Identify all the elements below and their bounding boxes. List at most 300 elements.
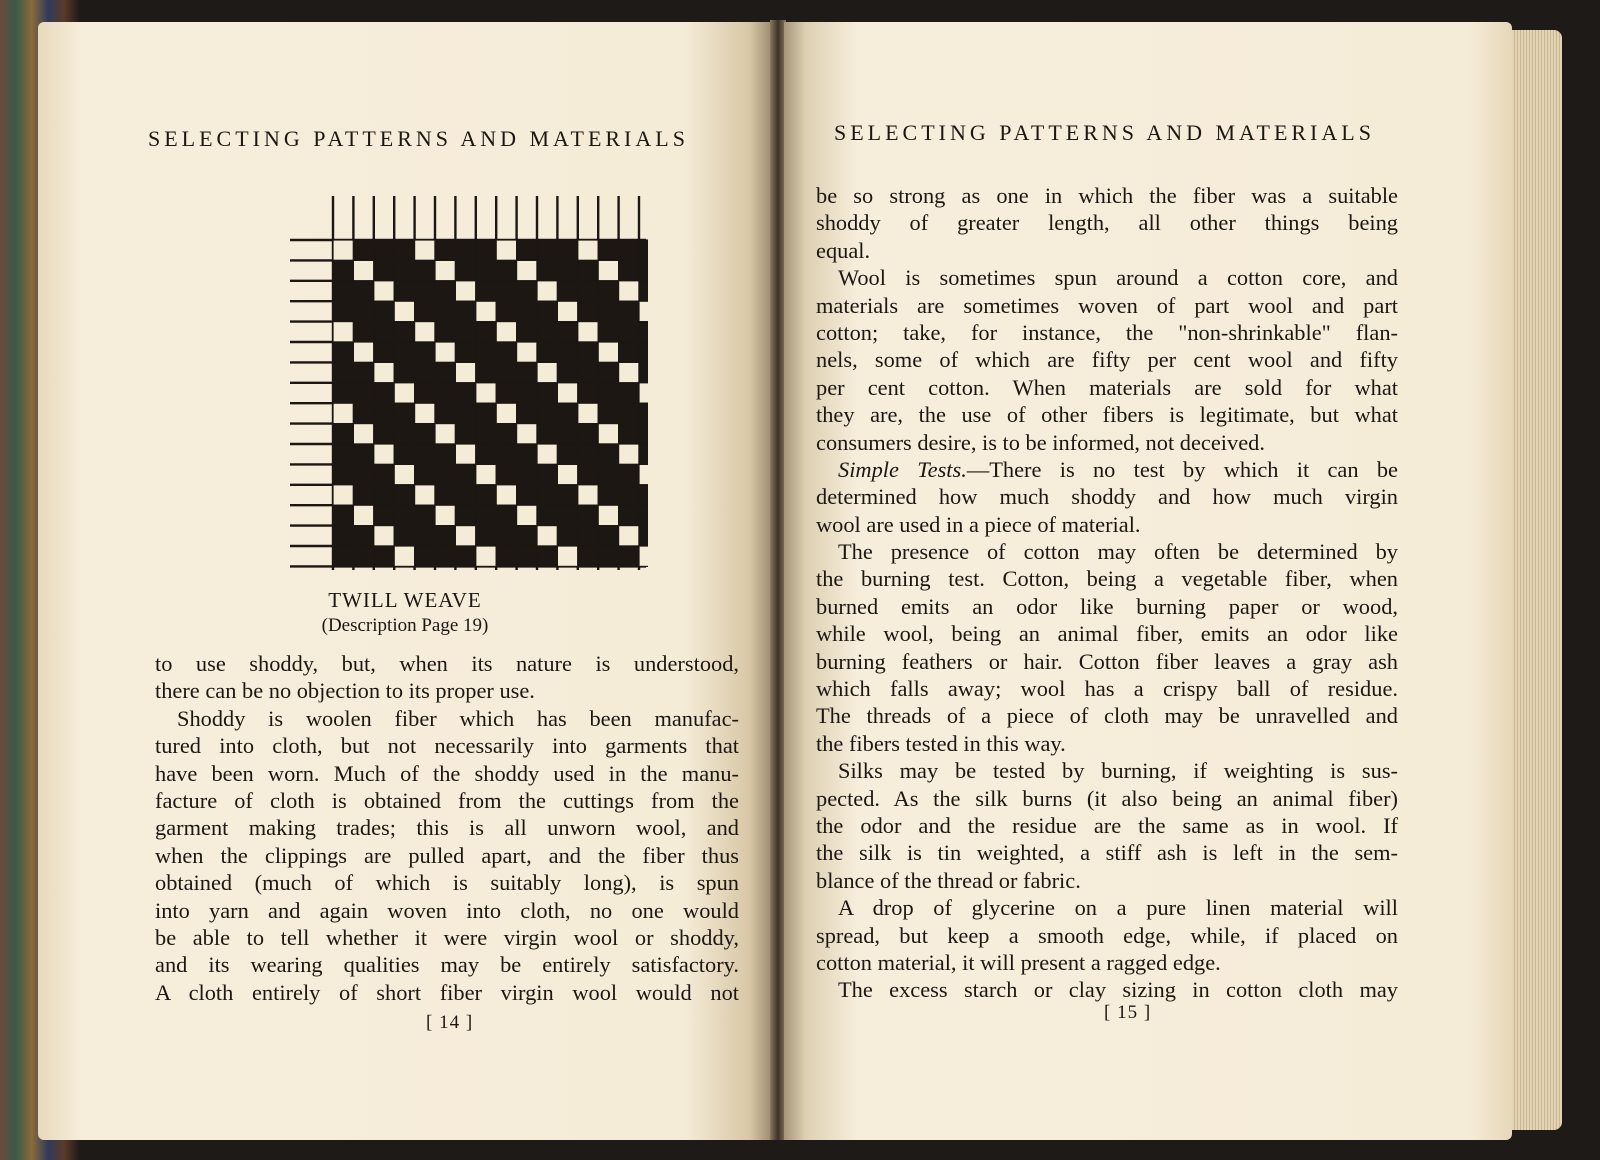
- weave-cell-dark: [476, 485, 496, 505]
- weave-cell-dark: [435, 464, 455, 484]
- weave-cell-dark: [517, 322, 537, 342]
- text-line: tured into cloth, but not necessarily into garments that: [155, 733, 739, 759]
- weave-cell-dark: [415, 546, 435, 566]
- weave-cell-dark: [394, 322, 414, 342]
- weave-cell-dark: [353, 281, 373, 301]
- weave-cell-dark: [496, 281, 516, 301]
- weave-cell-dark: [557, 281, 577, 301]
- weave-cell-light: [537, 526, 557, 546]
- text-line: be so strong as one in which the fiber was a suitable: [816, 183, 1398, 208]
- weave-cell-dark: [578, 260, 598, 280]
- weave-cell-dark: [476, 505, 496, 525]
- weave-cell-dark: [537, 240, 557, 260]
- weave-cell-dark: [639, 403, 648, 423]
- weave-cell-dark: [333, 281, 353, 301]
- weave-cell-dark: [537, 301, 557, 321]
- weave-cell-dark: [639, 505, 648, 525]
- weave-cell-light: [476, 546, 496, 566]
- weave-cell-dark: [598, 444, 618, 464]
- weave-cell-dark: [619, 485, 639, 505]
- weave-cell-dark: [639, 424, 648, 444]
- right-body-text: [816, 182, 1398, 1004]
- weave-cell-dark: [455, 403, 475, 423]
- weave-cell-dark: [353, 526, 373, 546]
- text-line: The presence of cotton may often be determined by: [838, 539, 1398, 565]
- text-line: burning feathers or hair. Cotton fiber leaves a gray ash: [816, 648, 1398, 674]
- weave-cell-dark: [537, 464, 557, 484]
- twill-weave-diagram: [258, 174, 648, 584]
- weave-cell-dark: [415, 260, 435, 280]
- weave-cell-dark: [517, 362, 537, 382]
- weave-cell-light: [619, 362, 639, 382]
- weave-cell-light: [578, 322, 598, 342]
- weave-cell-dark: [394, 403, 414, 423]
- weave-cell-dark: [496, 505, 516, 525]
- text-line: garment making trades; this is all unworn wool, and: [155, 815, 739, 841]
- weave-cell-dark: [353, 322, 373, 342]
- weave-cell-dark: [374, 505, 394, 525]
- weave-cell-light: [455, 444, 475, 464]
- weave-cell-dark: [639, 526, 648, 546]
- weave-cell-light: [435, 505, 455, 525]
- text-line: pected. As the silk burns (it also being an animal fiber): [816, 785, 1398, 811]
- weave-cell-dark: [333, 342, 353, 362]
- weave-cell-light: [639, 301, 648, 321]
- weave-cell-dark: [619, 383, 639, 403]
- page-number-right: [ 15 ]: [1104, 1002, 1152, 1023]
- weave-cell-dark: [557, 322, 577, 342]
- text-line: shoddy of greater length, all other things being: [816, 210, 1398, 236]
- weave-cell-light: [578, 485, 598, 505]
- left-page: [38, 22, 772, 1140]
- weave-cell-dark: [435, 403, 455, 423]
- weave-cell-dark: [435, 444, 455, 464]
- weave-cell-dark: [639, 485, 648, 505]
- text-line: the silk is tin weighted, a stiff ash is left in the sem-: [816, 840, 1398, 866]
- weave-cell-light: [353, 424, 373, 444]
- weave-cell-dark: [517, 301, 537, 321]
- text-line: which falls away; wool has a crispy ball of residue.: [816, 676, 1398, 702]
- weave-cell-dark: [578, 526, 598, 546]
- weave-cell-light: [537, 281, 557, 301]
- weave-cell-dark: [496, 424, 516, 444]
- weave-cell-dark: [435, 301, 455, 321]
- weave-cell-dark: [374, 342, 394, 362]
- weave-cell-dark: [619, 342, 639, 362]
- weave-cell-dark: [496, 546, 516, 566]
- right-page: [784, 22, 1512, 1140]
- weave-cell-dark: [598, 281, 618, 301]
- text-line: cotton; take, for instance, the "non-shrinkable" flan-: [816, 319, 1398, 345]
- text-line: A drop of glycerine on a pure linen material will: [838, 895, 1398, 921]
- weave-cell-dark: [455, 505, 475, 525]
- weave-cell-dark: [415, 301, 435, 321]
- weave-cell-dark: [598, 546, 618, 566]
- weave-cell-dark: [333, 301, 353, 321]
- weave-cell-dark: [455, 240, 475, 260]
- text-line: there can be no objection to its proper use.: [155, 678, 535, 704]
- simple-tests-heading: Simple Tests.: [838, 456, 967, 482]
- weave-cell-dark: [353, 546, 373, 566]
- weave-cell-light: [333, 403, 353, 423]
- weave-cell-dark: [598, 322, 618, 342]
- weave-cell-dark: [374, 301, 394, 321]
- weave-cell-dark: [537, 383, 557, 403]
- text-line: wool are used in a piece of material.: [816, 511, 1141, 537]
- weave-cell-dark: [537, 260, 557, 280]
- weave-cell-dark: [353, 403, 373, 423]
- weave-cell-light: [537, 362, 557, 382]
- weave-cell-dark: [455, 424, 475, 444]
- weave-cell-light: [496, 403, 516, 423]
- weave-cell-light: [496, 322, 516, 342]
- left-body-text: [155, 650, 739, 1006]
- weave-cell-dark: [578, 444, 598, 464]
- text-line: The threads of a piece of cloth may be unravelled and: [816, 703, 1398, 729]
- weave-cell-dark: [476, 526, 496, 546]
- weave-cell-dark: [394, 505, 414, 525]
- weave-cell-dark: [598, 485, 618, 505]
- weave-cell-light: [476, 301, 496, 321]
- weave-cell-dark: [435, 362, 455, 382]
- text-line: be able to tell whether it were virgin wool or shoddy,: [155, 924, 739, 950]
- weave-cell-light: [353, 260, 373, 280]
- weave-cell-dark: [598, 301, 618, 321]
- running-head-left: SELECTING PATTERNS AND MATERIALS: [148, 126, 689, 151]
- weave-cell-dark: [496, 444, 516, 464]
- weave-cell-dark: [394, 342, 414, 362]
- weave-cell-dark: [639, 240, 648, 260]
- weave-cell-dark: [415, 424, 435, 444]
- weave-cell-light: [578, 403, 598, 423]
- weave-cell-dark: [333, 260, 353, 280]
- weave-cell-light: [415, 485, 435, 505]
- weave-cell-dark: [517, 464, 537, 484]
- weave-cell-light: [639, 546, 648, 566]
- weave-cell-dark: [455, 301, 475, 321]
- weave-cell-dark: [598, 403, 618, 423]
- weave-cell-light: [394, 464, 414, 484]
- weave-cell-dark: [374, 403, 394, 423]
- weave-cell-dark: [598, 383, 618, 403]
- weave-cell-dark: [435, 526, 455, 546]
- weave-cell-light: [598, 505, 618, 525]
- weave-cell-light: [435, 342, 455, 362]
- weave-cell-light: [557, 383, 577, 403]
- weave-cell-light: [557, 301, 577, 321]
- weave-cell-dark: [455, 322, 475, 342]
- weave-cell-light: [455, 281, 475, 301]
- weave-cell-dark: [333, 526, 353, 546]
- weave-cell-dark: [578, 383, 598, 403]
- weave-cell-dark: [619, 505, 639, 525]
- weave-cell-dark: [578, 424, 598, 444]
- weave-cell-light: [455, 362, 475, 382]
- weave-cell-dark: [619, 403, 639, 423]
- text-line: nels, some of which are fifty per cent wool and fifty: [816, 347, 1398, 373]
- weave-cell-dark: [496, 362, 516, 382]
- weave-cell-dark: [537, 424, 557, 444]
- weave-cell-dark: [619, 260, 639, 280]
- weave-cell-light: [415, 240, 435, 260]
- weave-cell-dark: [476, 403, 496, 423]
- weave-cell-light: [374, 281, 394, 301]
- weave-cell-dark: [517, 240, 537, 260]
- weave-cell-dark: [517, 546, 537, 566]
- weave-cell-light: [353, 505, 373, 525]
- weave-cell-dark: [517, 281, 537, 301]
- weave-cell-dark: [639, 444, 648, 464]
- weave-cell-dark: [394, 444, 414, 464]
- weave-cell-dark: [517, 485, 537, 505]
- weave-cell-dark: [496, 464, 516, 484]
- weave-cell-dark: [619, 464, 639, 484]
- weave-cell-light: [557, 464, 577, 484]
- weave-cell-dark: [455, 342, 475, 362]
- weave-cell-dark: [517, 526, 537, 546]
- weave-cell-light: [353, 342, 373, 362]
- weave-cell-dark: [639, 342, 648, 362]
- weave-cell-dark: [333, 546, 353, 566]
- text-line: the fibers tested in this way.: [816, 730, 1066, 756]
- weave-cell-light: [598, 260, 618, 280]
- weave-cell-dark: [578, 362, 598, 382]
- weave-cell-dark: [496, 260, 516, 280]
- weave-cell-light: [639, 383, 648, 403]
- weave-cell-dark: [476, 322, 496, 342]
- text-line: Shoddy is woolen fiber which has been manufac-: [177, 705, 739, 731]
- weave-cell-dark: [394, 281, 414, 301]
- weave-cell-dark: [537, 485, 557, 505]
- weave-cell-dark: [333, 424, 353, 444]
- weave-cell-light: [598, 424, 618, 444]
- weave-cell-dark: [557, 444, 577, 464]
- text-line: consumers desire, is to be informed, not deceived.: [816, 429, 1265, 455]
- weave-cell-dark: [578, 342, 598, 362]
- weave-cell-light: [517, 424, 537, 444]
- weave-cell-dark: [476, 281, 496, 301]
- weave-cell-dark: [415, 464, 435, 484]
- weave-cell-dark: [639, 362, 648, 382]
- text-line: the burning test. Cotton, being a vegetable fiber, when: [816, 566, 1398, 592]
- weave-cell-dark: [394, 424, 414, 444]
- weave-cell-dark: [394, 485, 414, 505]
- text-line: blance of the thread or fabric.: [816, 867, 1081, 893]
- weave-cell-dark: [353, 485, 373, 505]
- weave-cell-dark: [435, 383, 455, 403]
- weave-cell-light: [394, 546, 414, 566]
- text-line: into yarn and again woven into cloth, no one would: [155, 897, 739, 923]
- weave-cell-light: [557, 546, 577, 566]
- weave-cell-dark: [435, 485, 455, 505]
- weave-cell-dark: [557, 403, 577, 423]
- weave-cell-dark: [333, 444, 353, 464]
- text-line: Wool is sometimes spun around a cotton core, and: [838, 265, 1398, 291]
- weave-cell-dark: [353, 362, 373, 382]
- text-line: obtained (much of which is suitably long), is spun: [155, 870, 739, 896]
- weave-cell-dark: [537, 342, 557, 362]
- weave-cell-dark: [455, 464, 475, 484]
- weave-cell-light: [517, 260, 537, 280]
- weave-cell-dark: [517, 383, 537, 403]
- weave-cell-dark: [374, 464, 394, 484]
- weave-cell-light: [476, 464, 496, 484]
- weave-cell-dark: [578, 301, 598, 321]
- page-edges: [1512, 30, 1562, 1130]
- weave-cell-dark: [557, 260, 577, 280]
- weave-cell-dark: [476, 444, 496, 464]
- weave-cell-dark: [496, 526, 516, 546]
- weave-cell-light: [517, 342, 537, 362]
- weave-cell-dark: [537, 546, 557, 566]
- weave-cell-light: [619, 444, 639, 464]
- weave-cell-dark: [619, 301, 639, 321]
- weave-cell-dark: [415, 342, 435, 362]
- weave-cell-dark: [353, 383, 373, 403]
- weave-cell-dark: [455, 383, 475, 403]
- weave-cell-dark: [578, 464, 598, 484]
- weave-cell-light: [333, 240, 353, 260]
- text-line: A cloth entirely of short fiber virgin wool would not: [155, 979, 739, 1005]
- weave-cell-dark: [353, 240, 373, 260]
- weave-cell-light: [455, 526, 475, 546]
- weave-cell-dark: [598, 362, 618, 382]
- simple-tests-text: determined: [816, 484, 917, 510]
- weave-cell-dark: [537, 322, 557, 342]
- weave-cell-dark: [496, 383, 516, 403]
- weave-cell-dark: [557, 505, 577, 525]
- weave-cell-light: [476, 383, 496, 403]
- weave-cell-dark: [476, 260, 496, 280]
- weave-cell-dark: [353, 444, 373, 464]
- weave-cell-light: [517, 505, 537, 525]
- weave-cell-light: [537, 444, 557, 464]
- text-line: per cent cotton. When materials are sold for what: [816, 374, 1398, 400]
- weave-cell-dark: [333, 505, 353, 525]
- text-line: facture of cloth is obtained from the cuttings from the: [155, 787, 739, 813]
- weave-cell-light: [639, 464, 648, 484]
- weave-cell-light: [374, 526, 394, 546]
- weave-cell-dark: [476, 424, 496, 444]
- weave-cell-dark: [578, 281, 598, 301]
- weave-cell-dark: [374, 485, 394, 505]
- weave-cell-dark: [394, 362, 414, 382]
- weave-cell-dark: [578, 546, 598, 566]
- weave-cell-light: [435, 424, 455, 444]
- weave-cell-light: [333, 485, 353, 505]
- weave-cell-dark: [598, 526, 618, 546]
- weave-cell-dark: [496, 301, 516, 321]
- figure-caption-title: TWILL WEAVE: [328, 588, 482, 612]
- weave-cell-dark: [619, 424, 639, 444]
- weave-cell-light: [496, 240, 516, 260]
- weave-cell-dark: [598, 464, 618, 484]
- weave-cell-dark: [598, 240, 618, 260]
- weave-cell-dark: [455, 260, 475, 280]
- weave-cell-light: [415, 403, 435, 423]
- weave-cell-light: [394, 301, 414, 321]
- weave-cell-dark: [476, 342, 496, 362]
- weave-cell-dark: [557, 485, 577, 505]
- text-line: [816, 456, 1398, 483]
- text-line: Silks may be tested by burning, if weighting is sus-: [838, 758, 1398, 784]
- text-line: burned emits an odor like burning paper or wood,: [816, 593, 1398, 619]
- weave-cell-light: [619, 281, 639, 301]
- weave-cell-light: [619, 526, 639, 546]
- weave-cell-dark: [537, 505, 557, 525]
- text-line: to use shoddy, but, when its nature is understood,: [155, 651, 739, 676]
- text-line: and its wearing qualities may be entirely satisfactory.: [155, 952, 739, 978]
- weave-cell-dark: [415, 526, 435, 546]
- weave-cell-dark: [557, 424, 577, 444]
- weave-cell-dark: [557, 240, 577, 260]
- weave-cell-light: [435, 260, 455, 280]
- text-line: equal.: [816, 237, 871, 263]
- weave-cell-dark: [578, 505, 598, 525]
- weave-cell-dark: [639, 322, 648, 342]
- weave-cell-dark: [557, 526, 577, 546]
- text-line: the odor and the residue are the same as in wool. If: [816, 812, 1398, 838]
- weave-cell-dark: [476, 362, 496, 382]
- weave-cell-dark: [415, 505, 435, 525]
- text-line: spread, but keep a smooth edge, while, if placed on: [816, 922, 1398, 948]
- weave-cell-light: [496, 485, 516, 505]
- weave-cell-dark: [333, 464, 353, 484]
- weave-cell-dark: [394, 260, 414, 280]
- weave-cell-dark: [639, 260, 648, 280]
- weave-cell-light: [333, 322, 353, 342]
- weave-cell-light: [394, 383, 414, 403]
- text-line: have been worn. Much of the shoddy used in the manu-: [155, 760, 739, 786]
- weave-cell-dark: [619, 240, 639, 260]
- weave-cell-dark: [435, 546, 455, 566]
- weave-cell-dark: [333, 362, 353, 382]
- weave-cell-dark: [374, 322, 394, 342]
- weave-cell-light: [578, 240, 598, 260]
- weave-cell-dark: [557, 362, 577, 382]
- text-line: cotton material, it will present a ragged edge.: [816, 949, 1221, 975]
- weave-cell-dark: [435, 281, 455, 301]
- weave-cell-dark: [415, 281, 435, 301]
- weave-cell-dark: [639, 281, 648, 301]
- weave-cell-dark: [435, 240, 455, 260]
- weave-cell-dark: [394, 526, 414, 546]
- weave-cell-dark: [415, 444, 435, 464]
- weave-cell-dark: [455, 485, 475, 505]
- text-line: [816, 483, 1398, 510]
- page-number-left: [ 14 ]: [426, 1012, 474, 1033]
- weave-cell-light: [598, 342, 618, 362]
- weave-cell-dark: [557, 342, 577, 362]
- text-line: when the clippings are pulled apart, and the fiber thus: [155, 842, 739, 868]
- weave-cell-dark: [415, 383, 435, 403]
- weave-cell-dark: [374, 383, 394, 403]
- weave-cell-dark: [374, 546, 394, 566]
- weave-cell-light: [374, 362, 394, 382]
- text-line: materials are sometimes woven of part wool and part: [816, 292, 1398, 318]
- weave-cell-dark: [537, 403, 557, 423]
- weave-cell-dark: [333, 383, 353, 403]
- weave-cell-dark: [496, 342, 516, 362]
- simple-tests-text: how much shoddy and how much virgin: [938, 484, 1398, 510]
- weave-cell-light: [374, 444, 394, 464]
- running-head-right: SELECTING PATTERNS AND MATERIALS: [834, 120, 1375, 145]
- weave-cell-dark: [619, 322, 639, 342]
- simple-tests-text: —There is no test by which it can be: [966, 456, 1398, 482]
- weave-cell-dark: [374, 260, 394, 280]
- weave-cell-dark: [353, 464, 373, 484]
- weave-cell-dark: [435, 322, 455, 342]
